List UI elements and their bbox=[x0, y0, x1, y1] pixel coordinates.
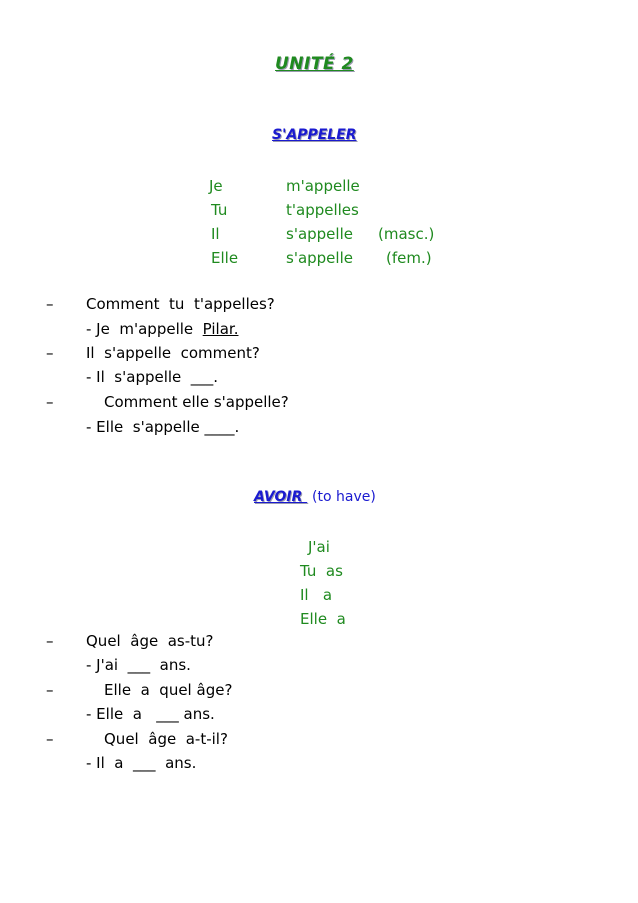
conjugation-verb: t'appelles bbox=[286, 201, 359, 219]
conjugation-verb: s'appelle bbox=[286, 249, 353, 267]
answer-name: Pilar. bbox=[202, 320, 239, 338]
dialogue-question: Elle a quel âge? bbox=[104, 681, 233, 699]
dialogue-question: Quel âge as-tu? bbox=[86, 632, 214, 650]
avoir-heading-line bbox=[254, 487, 376, 506]
dialogue-question: Quel âge a-t-il? bbox=[104, 730, 228, 748]
conjugation-form: J'ai bbox=[308, 538, 330, 556]
dialogue-answer: - Il s'appelle ___. bbox=[86, 368, 219, 386]
sappeler-heading: S'APPELER bbox=[272, 127, 357, 143]
dialogue-question: Comment elle s'appelle? bbox=[104, 393, 289, 411]
list-bullet: – bbox=[46, 681, 54, 699]
dialogue-question: Il s'appelle comment? bbox=[86, 344, 260, 362]
conjugation-form: Elle a bbox=[300, 610, 346, 628]
avoir-translation: (to have) bbox=[312, 489, 376, 505]
conjugation-pronoun: Il bbox=[211, 225, 220, 243]
conjugation-form: Tu as bbox=[300, 562, 343, 580]
conjugation-note: (fem.) bbox=[386, 249, 432, 267]
conjugation-verb: m'appelle bbox=[286, 177, 360, 195]
list-bullet: – bbox=[46, 730, 54, 748]
list-bullet: – bbox=[46, 344, 54, 362]
conjugation-note: (masc.) bbox=[378, 225, 435, 243]
conjugation-verb: s'appelle bbox=[286, 225, 353, 243]
dialogue-answer: - J'ai ___ ans. bbox=[86, 656, 191, 674]
answer-text: - Je m'appelle bbox=[86, 320, 203, 338]
conjugation-pronoun: Je bbox=[209, 177, 223, 195]
page-title: UNITÉ 2 bbox=[275, 54, 354, 74]
dialogue-answer: - Elle a ___ ans. bbox=[86, 705, 215, 723]
dialogue-answer: - Elle s'appelle ____. bbox=[86, 418, 240, 436]
dialogue-question: Comment tu t'appelles? bbox=[86, 295, 275, 313]
list-bullet: – bbox=[46, 632, 54, 650]
conjugation-pronoun: Elle bbox=[211, 249, 239, 267]
conjugation-form: Il a bbox=[300, 586, 333, 604]
conjugation-pronoun: Tu bbox=[211, 201, 228, 219]
dialogue-answer bbox=[86, 320, 238, 338]
dialogue-answer: - Il a ___ ans. bbox=[86, 754, 197, 772]
avoir-heading: AVOIR bbox=[254, 489, 308, 505]
list-bullet: – bbox=[46, 295, 54, 313]
list-bullet: – bbox=[46, 393, 54, 411]
